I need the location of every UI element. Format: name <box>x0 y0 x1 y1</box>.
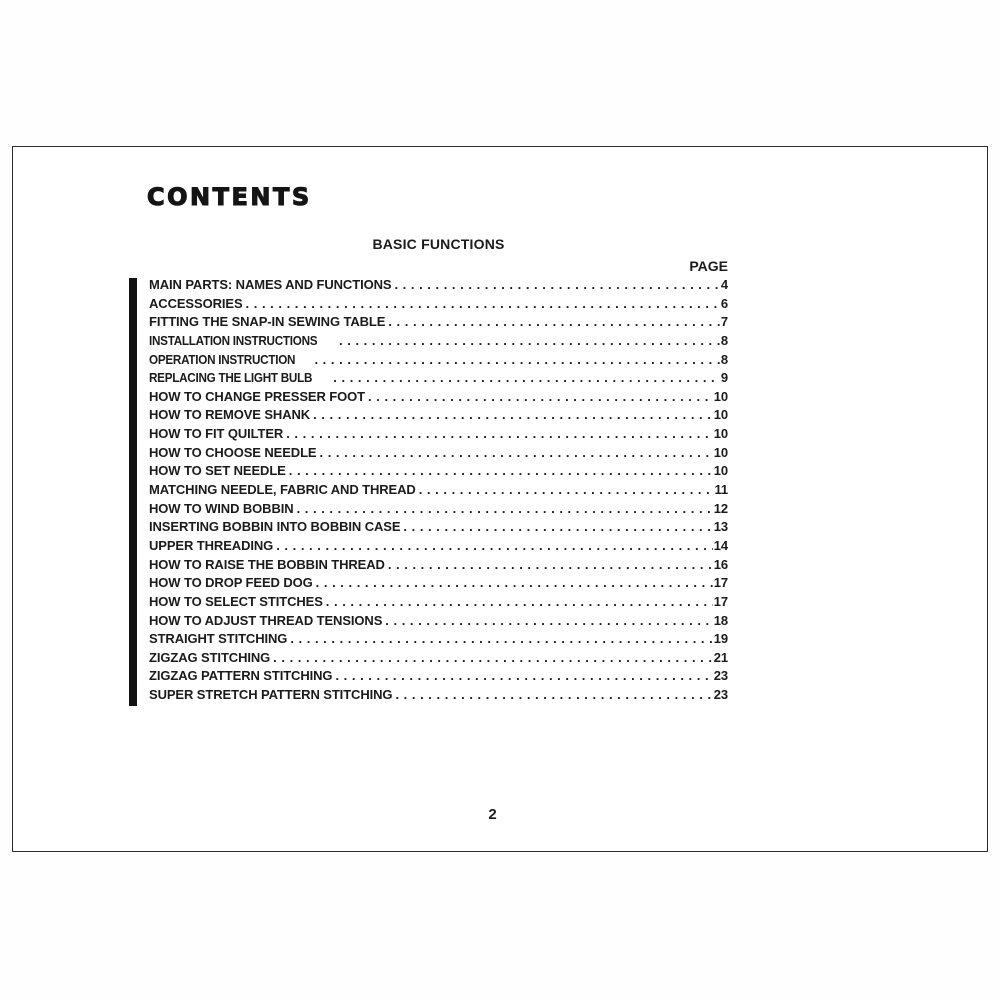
toc-row <box>149 351 728 370</box>
toc-entry-page: 7 <box>720 314 728 330</box>
toc-entry-label: HOW TO FIT QUILTER <box>149 426 284 442</box>
toc-dot-leader <box>368 388 713 407</box>
toc-row <box>149 369 728 388</box>
toc-entry-page: 14 <box>713 537 728 553</box>
toc-row <box>149 500 728 519</box>
toc-dot-leader <box>320 444 713 463</box>
toc-dot-leader <box>273 649 713 668</box>
toc-dot-leader <box>276 537 713 556</box>
toc-dot-leader <box>290 630 712 649</box>
toc-entry-page: 19 <box>713 631 728 647</box>
toc-entry-label: HOW TO SET NEEDLE <box>149 463 286 479</box>
toc-row <box>149 593 728 612</box>
toc-dot-leader <box>385 612 712 631</box>
toc-entry-label: INSERTING BOBBIN INTO BOBBIN CASE <box>149 519 401 535</box>
toc-row <box>149 313 728 332</box>
toc-entry-label: REPLACING THE LIGHT BULB <box>149 370 313 386</box>
toc-dot-leader <box>394 276 719 295</box>
toc-dot-leader <box>326 593 713 612</box>
toc-entry-page: 17 <box>713 575 728 591</box>
toc-dot-leader <box>335 667 712 686</box>
toc-dot-leader <box>339 332 720 351</box>
toc-dot-leader <box>297 500 713 519</box>
toc-entry-label: OPERATION INSTRUCTION <box>149 351 296 367</box>
toc-entry-page: 17 <box>713 593 728 609</box>
toc-entry-page: 12 <box>713 500 728 516</box>
toc-row <box>149 556 728 575</box>
toc-entry-page: 13 <box>713 519 728 535</box>
toc-row <box>149 612 728 631</box>
toc-entry-page: 8 <box>720 332 728 348</box>
toc-dot-leader <box>314 351 719 370</box>
toc-dot-leader <box>246 295 720 314</box>
page-column-label: PAGE <box>689 258 728 274</box>
toc-entry-label: HOW TO CHOOSE NEEDLE <box>149 444 317 460</box>
toc-row <box>149 425 728 444</box>
toc-entry-page: 6 <box>720 295 728 311</box>
toc-entry-page: 23 <box>713 687 728 703</box>
toc-entry-label: HOW TO ADJUST THREAD TENSIONS <box>149 612 383 628</box>
toc-entry-label: STRAIGHT STITCHING <box>149 631 288 647</box>
toc-dot-leader <box>403 518 712 537</box>
toc-entry-label: SUPER STRETCH PATTERN STITCHING <box>149 687 393 703</box>
toc-row <box>149 276 728 295</box>
toc-entry-label: FITTING THE SNAP-IN SEWING TABLE <box>149 314 386 330</box>
toc-entry-page: 23 <box>713 668 728 684</box>
toc-row <box>149 462 728 481</box>
toc-entry-page: 10 <box>713 388 728 404</box>
toc-entry-page: 10 <box>713 426 728 442</box>
toc-dot-leader <box>395 686 712 705</box>
toc-entry-label: HOW TO WIND BOBBIN <box>149 500 294 516</box>
toc-dot-leader <box>388 556 713 575</box>
toc-row <box>149 667 728 686</box>
toc-row <box>149 406 728 425</box>
toc-entry-label: ACCESSORIES <box>149 295 243 311</box>
toc-row <box>149 332 728 351</box>
toc-entry-page: 10 <box>713 407 728 423</box>
toc-entry-page: 8 <box>720 351 728 367</box>
toc-entry-label: HOW TO SELECT STITCHES <box>149 593 323 609</box>
toc-entry-label: ZIGZAG STITCHING <box>149 649 271 665</box>
toc-dot-leader <box>286 425 713 444</box>
toc-row <box>149 518 728 537</box>
toc-entry-label: HOW TO DROP FEED DOG <box>149 575 313 591</box>
toc-dot-leader <box>289 462 713 481</box>
toc-entry-page: 18 <box>713 612 728 628</box>
toc-entry-label: HOW TO REMOVE SHANK <box>149 407 311 423</box>
toc-list <box>149 276 728 705</box>
toc-dot-leader <box>419 481 714 500</box>
toc-row <box>149 686 728 705</box>
toc-row <box>149 630 728 649</box>
left-accent-bar <box>129 278 137 706</box>
toc-entry-label: UPPER THREADING <box>149 537 274 553</box>
toc-row <box>149 649 728 668</box>
toc-dot-leader <box>333 369 720 388</box>
toc-row <box>149 444 728 463</box>
toc-row <box>149 574 728 593</box>
section-heading: BASIC FUNCTIONS <box>372 236 505 252</box>
toc-entry-label: HOW TO RAISE THE BOBBIN THREAD <box>149 556 385 572</box>
toc-entry-label: HOW TO CHANGE PRESSER FOOT <box>149 388 366 404</box>
toc-entry-label: ZIGZAG PATTERN STITCHING <box>149 668 333 684</box>
toc-row <box>149 481 728 500</box>
toc-entry-page: 10 <box>713 463 728 479</box>
toc-row <box>149 388 728 407</box>
toc-row <box>149 295 728 314</box>
toc-dot-leader <box>388 313 720 332</box>
toc-entry-page: 21 <box>713 649 728 665</box>
toc-entry-page: 11 <box>714 482 728 498</box>
contents-column <box>149 147 728 851</box>
page-border <box>12 146 988 852</box>
footer-page-number: 2 <box>488 806 498 823</box>
toc-entry-page: 4 <box>720 277 728 292</box>
toc-row <box>149 537 728 556</box>
toc-entry-label: MAIN PARTS: NAMES AND FUNCTIONS <box>149 277 392 292</box>
toc-entry-page: 10 <box>713 444 728 460</box>
page-title: CONTENTS <box>147 183 312 211</box>
toc-dot-leader <box>313 406 713 425</box>
toc-entry-page: 9 <box>720 370 728 386</box>
toc-entry-page: 16 <box>713 556 728 572</box>
toc-entry-label: INSTALLATION INSTRUCTIONS <box>149 332 318 348</box>
toc-dot-leader <box>316 574 713 593</box>
toc-entry-label: MATCHING NEEDLE, FABRIC AND THREAD <box>149 482 416 498</box>
